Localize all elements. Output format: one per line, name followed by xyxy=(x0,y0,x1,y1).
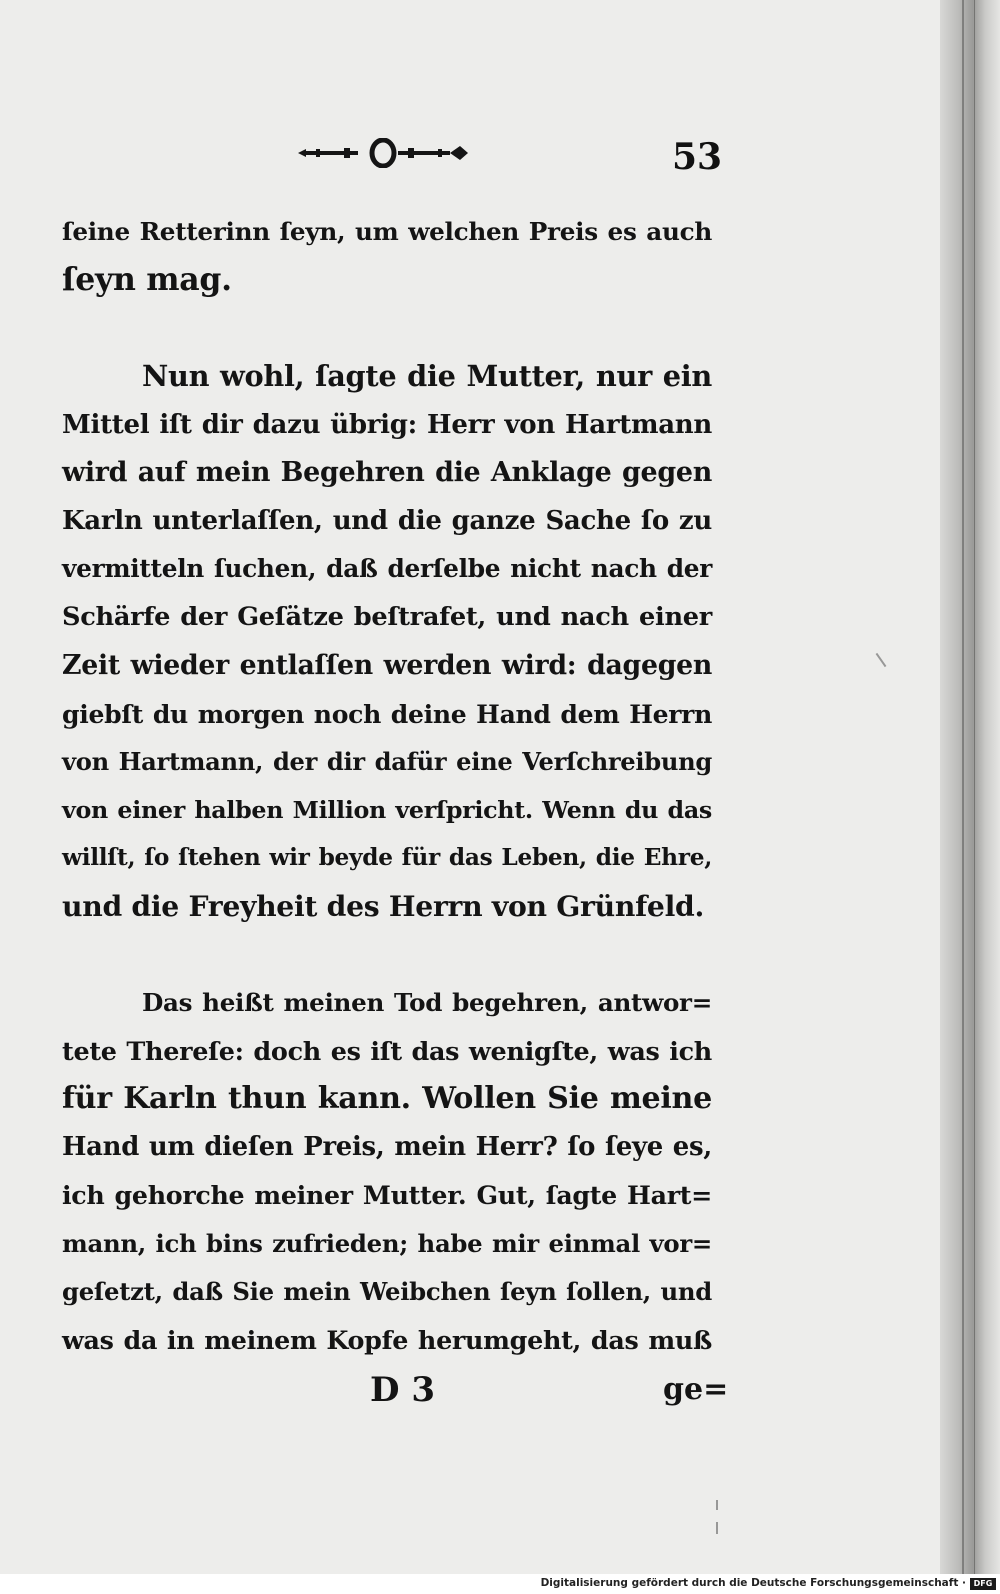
paragraph xyxy=(62,208,712,304)
text-line: vermitteln ſuchen, daß derſelbe nicht nach der xyxy=(62,554,712,584)
text-line: Zeit wieder entlaſſen werden wird: dagegen xyxy=(62,649,712,681)
paragraph xyxy=(62,979,712,1365)
paragraph-gap xyxy=(62,304,712,352)
digitization-credit: Digitalisierung gefördert durch die Deutsche Forschungsgemeinschaft · xyxy=(540,1577,966,1589)
text-line: wird auf mein Begehren die Anklage gegen xyxy=(62,456,712,488)
text-line: Schärfe der Geſätze beſtrafet, und nach einer xyxy=(62,602,712,633)
text-line: von einer halben Million verſpricht. Wenn du das xyxy=(62,796,712,825)
text-line: ſeyn mag. xyxy=(62,261,232,299)
text-line: tete Thereſe: doch es iſt das wenigſte, was ich xyxy=(62,1035,712,1066)
scan-speck xyxy=(716,1522,718,1534)
text-line: was da in meinem Kopfe herumgeht, das muß xyxy=(62,1324,712,1355)
text-line: für Karln thun kann. Wollen Sie meine xyxy=(62,1081,712,1116)
text-line: mann, ich bins zufrieden; habe mir einmal vor= xyxy=(62,1228,712,1258)
text-line: Nun wohl, ſagte die Mutter, nur ein xyxy=(142,359,712,394)
text-line: Karln unterlaſſen, und die ganze Sache ſo zu xyxy=(62,505,712,536)
text-line: giebſt du morgen noch deine Hand dem Herrn xyxy=(62,698,712,729)
text-line: ſeine Retterinn ſeyn, um welchen Preis es auch xyxy=(62,217,712,246)
text-line: ich gehorche meiner Mutter. Gut, ſagte Hart= xyxy=(62,1180,712,1211)
text-line: Mittel iſt dir dazu übrig: Herr von Hartmann xyxy=(62,409,712,440)
paragraph xyxy=(62,352,712,930)
text-line: von Hartmann, der dir dafür eine Verſchreibung xyxy=(62,746,712,776)
signature-mark: D 3 xyxy=(370,1370,435,1410)
dfg-logo: DFG xyxy=(970,1578,996,1590)
header-ornament xyxy=(298,138,468,168)
text-line: und die Freyheit des Herrn von Grünfeld. xyxy=(62,889,704,924)
paragraph-gap xyxy=(62,931,712,979)
text-line: willſt, ſo ſtehen wir beyde für das Leben, die Ehre, xyxy=(62,844,712,872)
book-edge xyxy=(940,0,1000,1574)
scan-speck xyxy=(716,1500,718,1510)
text-line: geſetzt, daß Sie mein Weibchen ſeyn ſollen, und xyxy=(62,1276,712,1306)
body-text xyxy=(62,208,712,1364)
catchword: ge= xyxy=(663,1372,729,1407)
text-line: Das heißt meinen Tod begehren, antwor= xyxy=(142,987,712,1017)
text-line: Hand um dieſen Preis, mein Herr? ſo ſeye es, xyxy=(62,1132,712,1163)
page-number: 53 xyxy=(672,136,723,178)
